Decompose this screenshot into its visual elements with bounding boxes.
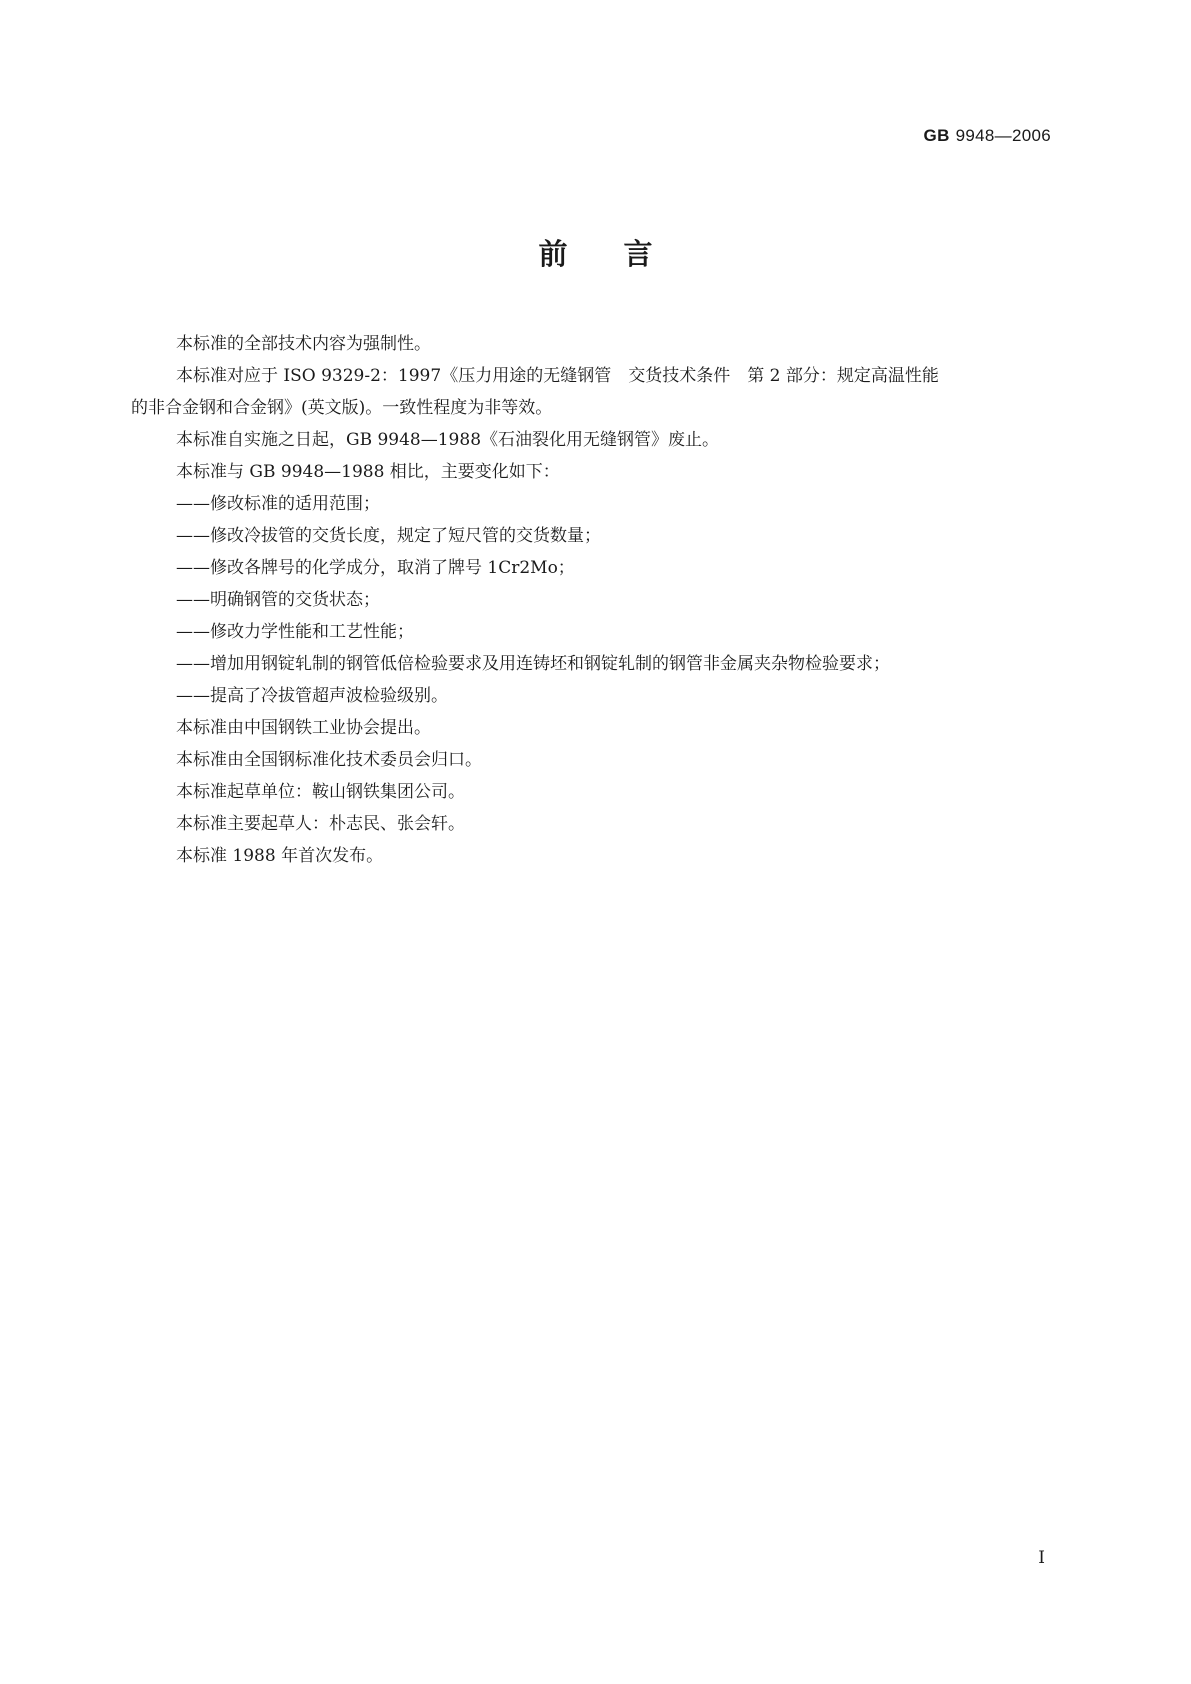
list-item: ——提高了冷拔管超声波检验级别。 xyxy=(176,686,448,706)
paragraph-line: 本标准对应于 ISO 9329-2：1997《压力用途的无缝钢管 交货技术条件 第 2 部分：规定高温性能 xyxy=(176,366,939,386)
list-item: ——明确钢管的交货状态； xyxy=(176,590,380,610)
page-number: I xyxy=(1038,1548,1045,1568)
list-item: ——修改力学性能和工艺性能； xyxy=(176,622,414,642)
paragraph-line: 本标准由全国钢标准化技术委员会归口。 xyxy=(176,750,482,770)
page-title: 前言 xyxy=(538,237,709,271)
standard-number: 9948—2006 xyxy=(955,126,1051,145)
paragraph-line: 本标准主要起草人：朴志民、张会轩。 xyxy=(176,814,465,834)
paragraph-line: 本标准由中国钢铁工业协会提出。 xyxy=(176,718,431,738)
foreword-body xyxy=(131,328,1061,872)
list-item: ——修改各牌号的化学成分，取消了牌号 1Cr2Mo； xyxy=(176,558,575,578)
paragraph-line: 本标准的全部技术内容为强制性。 xyxy=(176,334,431,354)
standard-prefix: GB xyxy=(923,126,950,145)
list-item: ——修改冷拔管的交货长度，规定了短尺管的交货数量； xyxy=(176,526,601,546)
paragraph-line: 本标准 1988 年首次发布。 xyxy=(176,846,384,866)
paragraph-line: 本标准起草单位：鞍山钢铁集团公司。 xyxy=(176,782,465,802)
paragraph-line: 本标准与 GB 9948—1988 相比，主要变化如下： xyxy=(176,462,560,482)
standard-code xyxy=(924,126,1051,146)
paragraph-line-continuation: 的非合金钢和合金钢》(英文版)。一致性程度为非等效。 xyxy=(131,398,553,418)
paragraph-line: 本标准自实施之日起，GB 9948—1988《石油裂化用无缝钢管》废止。 xyxy=(176,430,720,450)
list-item: ——增加用钢锭轧制的钢管低倍检验要求及用连铸坯和钢锭轧制的钢管非金属夹杂物检验要求； xyxy=(176,654,890,674)
list-item: ——修改标准的适用范围； xyxy=(176,494,380,514)
